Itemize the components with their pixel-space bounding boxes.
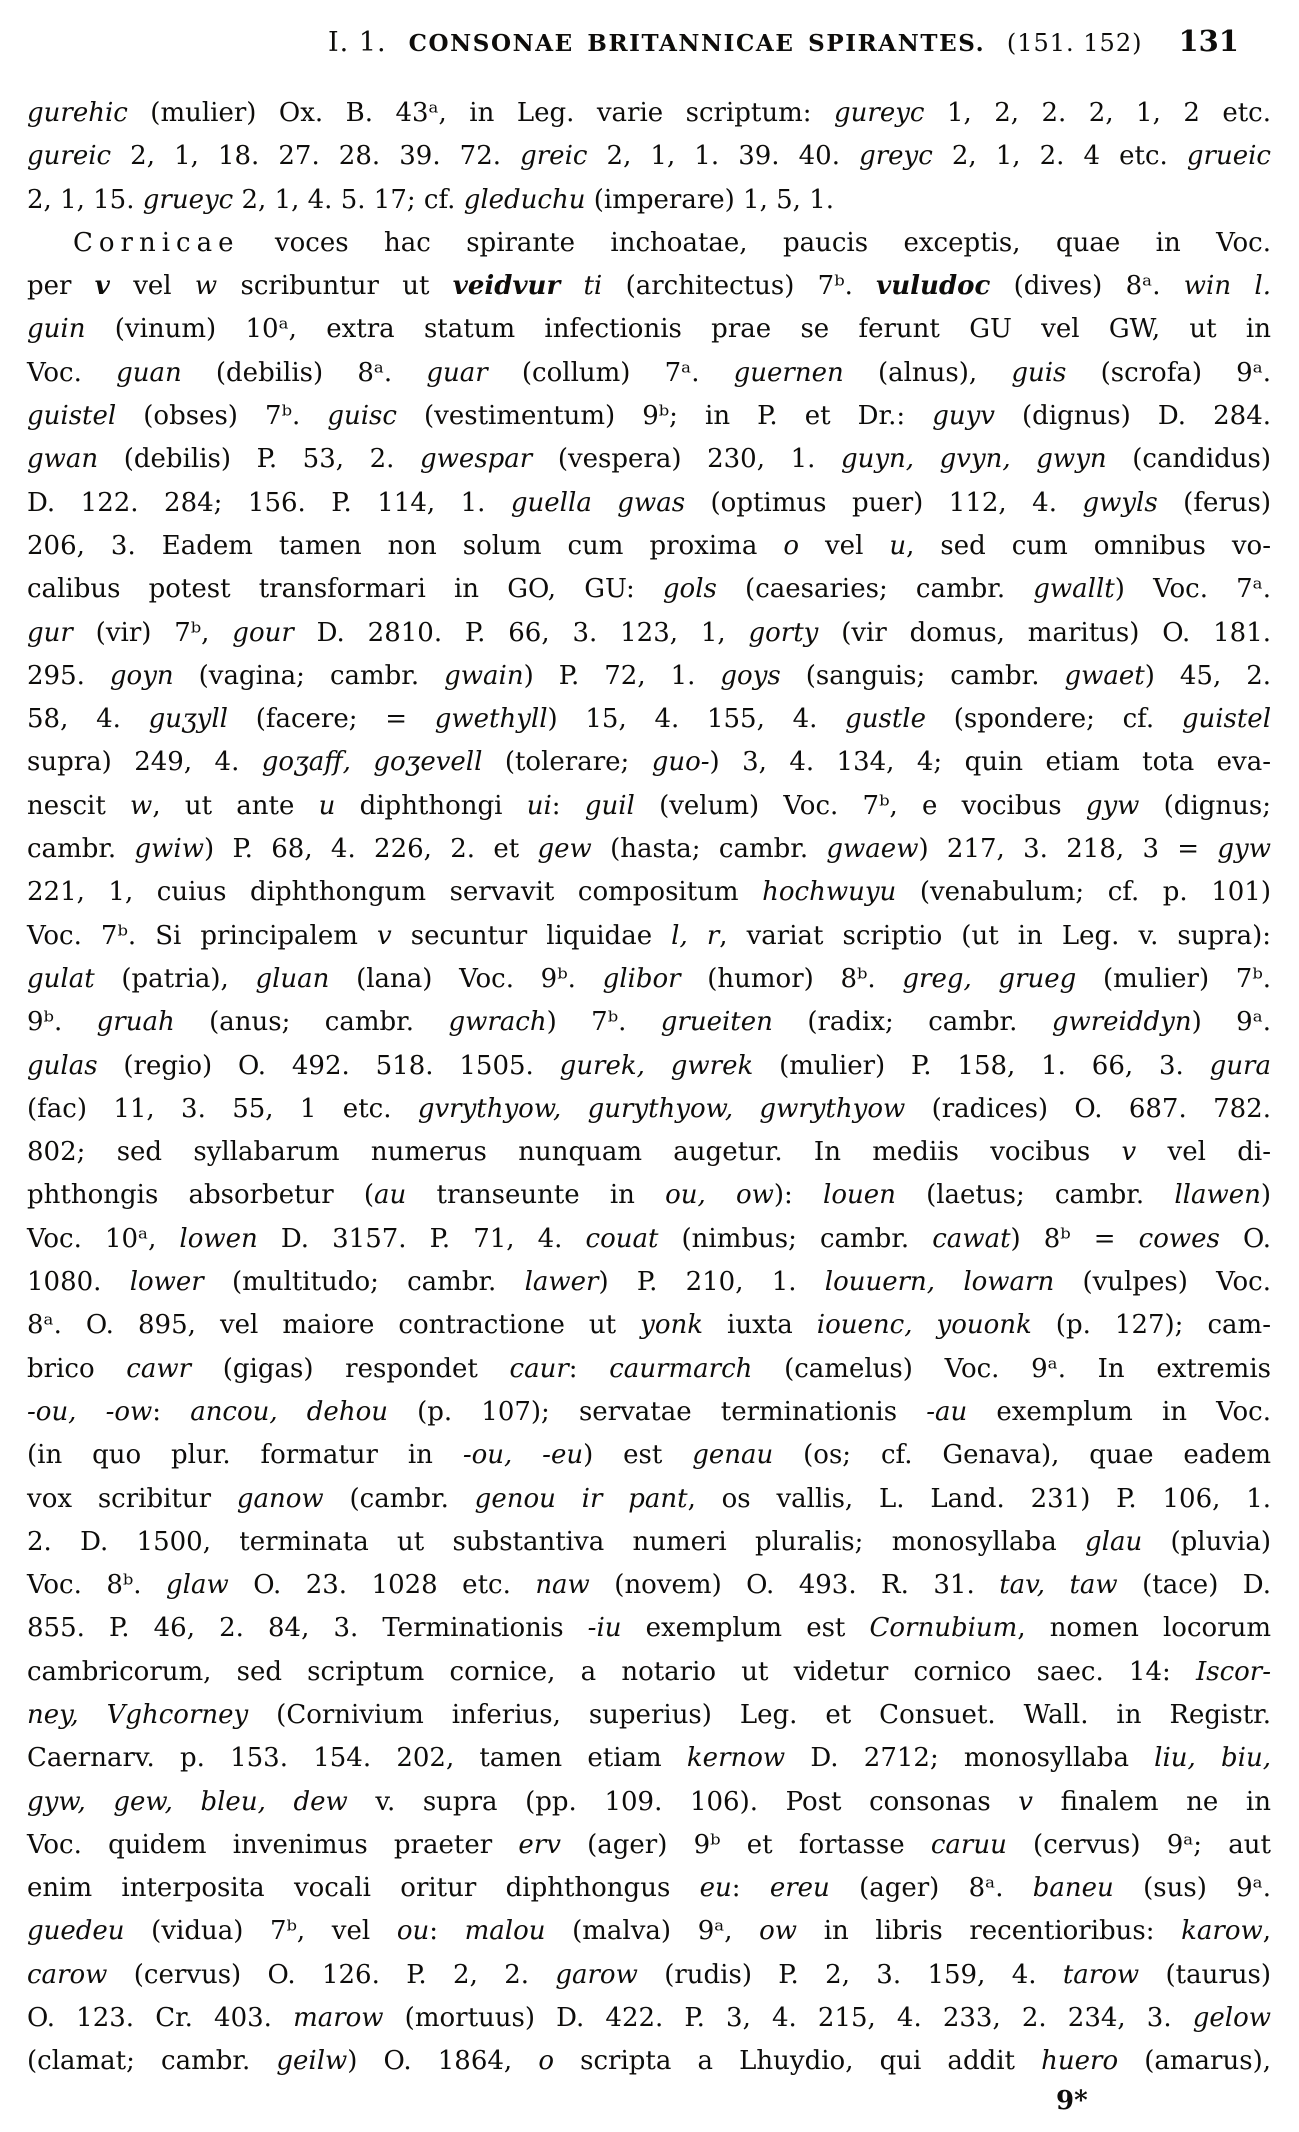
- text-line: Voc. 7ᵇ. Si principalem v secuntur liquidae l, r, variat scriptio (ut in Leg. v. supra):: [27, 920, 1271, 951]
- text-line: enim interposita vocali oritur diphthongus eu: ereu (ager) 8ᵃ. baneu (sus) 9ᵃ.: [27, 1873, 1271, 1904]
- text-line: guistel (obses) 7ᵇ. guisc (vestimentum) 9ᵇ; in P. et Dr.: guyv (dignus) D. 284.: [27, 401, 1272, 432]
- text-line: Cornicae voces hac spirante inchoatae, paucis exceptis, quae in Voc.: [73, 227, 1271, 258]
- text-line: Voc. 10ᵃ, lowen D. 3157. P. 71, 4. couat (nimbus; cambr. cawat) 8ᵇ = cowes O.: [27, 1223, 1271, 1254]
- text-line: (in quo plur. formatur in -ou, -eu) est genau (os; cf. Genava), quae eadem: [27, 1440, 1272, 1471]
- text-line: 2. D. 1500, terminata ut substantiva numeri pluralis; monosyllaba glau (pluvia): [27, 1526, 1271, 1557]
- running-title: CONSONAE BRITANNICAE SPIRANTES.: [408, 30, 986, 57]
- text-line: 1080. lower (multitudo; cambr. lawer) P. 210, 1. louuern, lowarn (vulpes) Voc.: [27, 1267, 1271, 1298]
- text-line: nescit w, ut ante u diphthongi ui: guil (velum) Voc. 7ᵇ, e vocibus gyw (dignus;: [27, 790, 1271, 821]
- text-line: 8ᵃ. O. 895, vel maiore contractione ut yonk iuxta iouenc, youonk (p. 127); cam-: [27, 1310, 1271, 1341]
- text-line: 295. goyn (vagina; cambr. gwain) P. 72, 1. goys (sanguis; cambr. gwaet) 45, 2.: [27, 660, 1272, 691]
- text-line: 855. P. 46, 2. 84, 3. Terminationis -iu exemplum est Cornubium, nomen locorum: [27, 1613, 1271, 1644]
- text-line: gurehic (mulier) Ox. B. 43ᵃ, in Leg. varie scriptum: gureyc 1, 2, 2. 2, 1, 2 etc.: [27, 98, 1271, 128]
- signature-mark: 9*: [1056, 2086, 1088, 2116]
- page-number: 131: [1178, 24, 1239, 58]
- text-line: Voc. quidem invenimus praeter erv (ager) 9ᵇ et fortasse caruu (cervus) 9ᵃ; aut: [27, 1829, 1271, 1860]
- text-line: 206, 3. Eadem tamen non solum cum proxima o vel u, sed cum omnibus vo-: [27, 530, 1271, 561]
- text-line: gur (vir) 7ᵇ, gour D. 2810. P. 66, 3. 123, 1, gorty (vir domus, maritus) O. 181.: [27, 617, 1272, 648]
- text-line: cambr. gwiw) P. 68, 4. 226, 2. et gew (hasta; cambr. gwaew) 217, 3. 218, 3 = gyw: [27, 834, 1271, 865]
- text-line: gureic 2, 1, 18. 27. 28. 39. 72. greic 2, 1, 1. 39. 40. greyc 2, 1, 2. 4 etc. grueic: [27, 141, 1271, 172]
- text-line: 9ᵇ. gruah (anus; cambr. gwrach) 7ᵇ. grueiten (radix; cambr. gwreiddyn) 9ᵃ.: [27, 1007, 1271, 1038]
- text-line: gulas (regio) O. 492. 518. 1505. gurek, gwrek (mulier) P. 158, 1. 66, 3. gura: [27, 1050, 1271, 1081]
- text-line: per v vel w scribuntur ut veidvur ti (architectus) 7ᵇ. vuludoc (dives) 8ᵃ. win l.: [27, 271, 1271, 302]
- text-line: Caernarv. p. 153. 154. 202, tamen etiam kernow D. 2712; monosyllaba liu, biu,: [27, 1743, 1272, 1774]
- text-line: phthongis absorbetur (au transeunte in ou, ow): louen (laetus; cambr. llawen): [27, 1180, 1271, 1211]
- text-line: O. 123. Cr. 403. marow (mortuus) D. 422. P. 3, 4. 215, 4. 233, 2. 234, 3. gelow: [27, 2003, 1271, 2034]
- text-line: carow (cervus) O. 126. P. 2, 2. garow (rudis) P. 2, 3. 159, 4. tarow (taurus): [27, 1959, 1272, 1990]
- text-line: 221, 1, cuius diphthongum servavit compositum hochwuyu (venabulum; cf. p. 101): [27, 877, 1271, 908]
- text-line: Voc. 8ᵇ. glaw O. 23. 1028 etc. naw (novem) O. 493. R. 31. tav, taw (tace) D.: [27, 1570, 1271, 1601]
- page-body: [27, 92, 1271, 2084]
- header-right-group: [1007, 24, 1239, 58]
- text-line: 2, 1, 15. grueyc 2, 1, 4. 5. 17; cf. gleduchu (imperare) 1, 5, 1.: [27, 184, 834, 215]
- text-line: vox scribitur ganow (cambr. genou ir pant, os vallis, L. Land. 231) P. 106, 1.: [27, 1483, 1272, 1514]
- text-line: (fac) 11, 3. 55, 1 etc. gvrythyow, gurythyow, gwrythyow (radices) O. 687. 782.: [27, 1093, 1271, 1124]
- text-line: gwan (debilis) P. 53, 2. gwespar (vespera) 230, 1. guyn, gvyn, gwyn (candidus): [27, 444, 1272, 475]
- text-line: ney, Vghcorney (Cornivium inferius, superius) Leg. et Consuet. Wall. in Registr.: [27, 1699, 1271, 1730]
- text-line: (clamat; cambr. geilw) O. 1864, o scripta a Lhuydio, qui addit huero (amarus),: [27, 2046, 1271, 2077]
- page-header: [30, 24, 1239, 58]
- text-line: -ou, -ow: ancou, dehou (p. 107); servatae terminationis -au exemplum in Voc.: [27, 1396, 1272, 1427]
- text-line: guin (vinum) 10ᵃ, extra statum infectionis prae se ferunt GU vel GW, ut in: [27, 314, 1271, 345]
- column-numbers: (151. 152): [1006, 29, 1143, 57]
- text-line: 802; sed syllabarum numerus nunquam augetur. In mediis vocibus v vel di-: [27, 1137, 1271, 1168]
- text-line: gyw, gew, bleu, dew v. supra (pp. 109. 106). Post consonas v finalem ne in: [27, 1786, 1271, 1817]
- text-line: 58, 4. guʒyll (facere; = gwethyll) 15, 4. 155, 4. gustle (spondere; cf. guistel: [27, 704, 1272, 735]
- text-line: cambricorum, sed scriptum cornice, a notario ut videtur cornico saec. 14: Iscor-: [27, 1656, 1271, 1687]
- section-number: I. 1.: [328, 27, 387, 58]
- text-line: guedeu (vidua) 7ᵇ, vel ou: malou (malva) 9ᵃ, ow in libris recentioribus: karow,: [27, 1916, 1272, 1947]
- text-line: brico cawr (gigas) respondet caur: caurmarch (camelus) Voc. 9ᵃ. In extremis: [27, 1353, 1271, 1384]
- text-line: Voc. guan (debilis) 8ᵃ. guar (collum) 7ᵃ. guernen (alnus), guis (scrofa) 9ᵃ.: [27, 357, 1272, 388]
- text-line: D. 122. 284; 156. P. 114, 1. guella gwas (optimus puer) 112, 4. gwyls (ferus): [27, 487, 1271, 518]
- text-line: supra) 249, 4. goʒaff, goʒevell (tolerare; guo-) 3, 4. 134, 4; quin etiam tota eva-: [27, 747, 1272, 778]
- text-line: calibus potest transformari in GO, GU: gols (caesaries; cambr. gwallt) Voc. 7ᵃ.: [27, 574, 1271, 605]
- text-line: gulat (patria), gluan (lana) Voc. 9ᵇ. glibor (humor) 8ᵇ. greg, grueg (mulier) 7ᵇ.: [27, 963, 1271, 994]
